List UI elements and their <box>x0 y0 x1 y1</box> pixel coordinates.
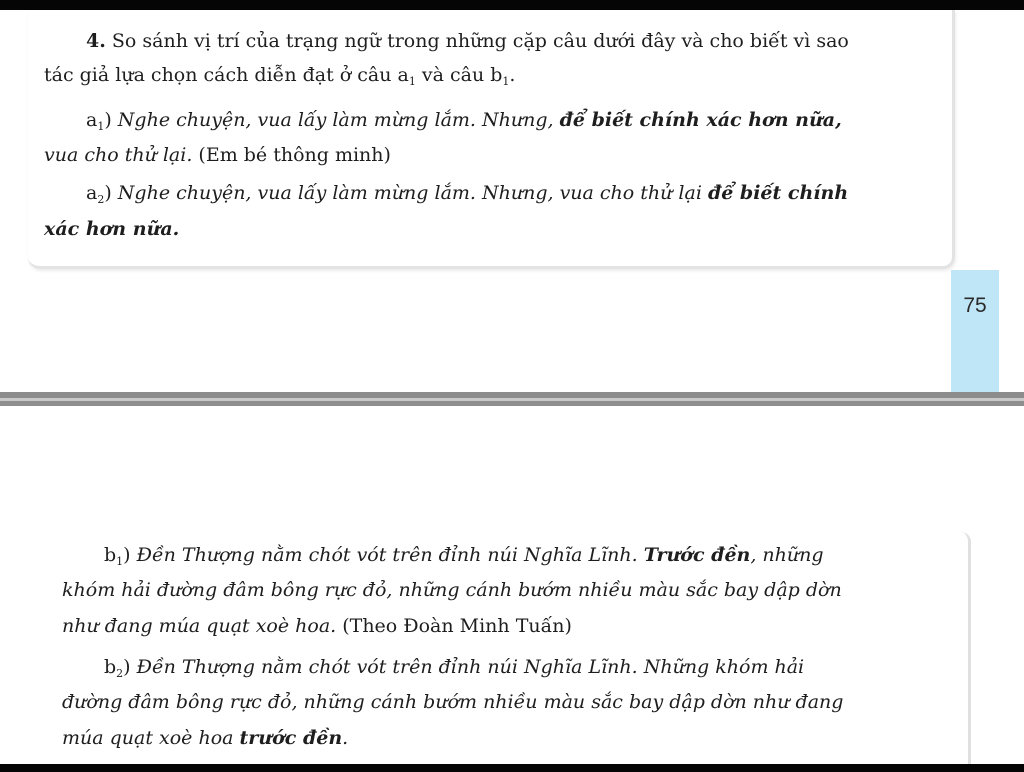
adverbial-bold: để biết chính xác hơn nữa, <box>559 109 842 131</box>
page-number: 75 <box>963 294 987 317</box>
sentence-a1-line2 <box>44 143 391 167</box>
textbook-page-top <box>0 10 1024 392</box>
sentence-text: Nghe chuyện, vua lấy làm mừng lắm. Nhưng, <box>111 109 560 131</box>
sentence-paren: ) <box>104 182 112 204</box>
sentence-b2-line2 <box>62 690 843 714</box>
sentence-subscript: 2 <box>97 193 105 206</box>
sentence-text: Nghe chuyện, vua lấy làm mừng lắm. Nhưng, vua cho thử lại <box>111 182 708 204</box>
adverbial-bold: xác hơn nữa. <box>44 218 180 240</box>
sentence-subscript: 1 <box>97 120 105 133</box>
adverbial-bold: trước đền <box>239 727 343 749</box>
sentence-text: vua cho thử lại. <box>44 144 193 166</box>
sentence-label: a <box>86 182 98 204</box>
sentence-a1-line1 <box>86 108 842 132</box>
sentence-text: như đang múa quạt xoè hoa. <box>62 615 337 637</box>
exercise-number: 4. <box>86 30 106 52</box>
sentence-paren: ) <box>123 544 131 566</box>
sentence-a2-line1 <box>86 181 848 205</box>
sentence-text: . <box>342 727 349 749</box>
sentence-a2-line2 <box>44 217 179 241</box>
prompt-subscript: 1 <box>408 75 416 88</box>
prompt-text: và câu b <box>415 64 503 86</box>
top-black-border <box>0 0 1024 10</box>
sentence-paren: ) <box>123 656 131 678</box>
bottom-black-border <box>0 764 1024 772</box>
adverbial-bold: để biết chính <box>707 182 849 204</box>
sentence-label: b <box>104 656 117 678</box>
sentence-b1-line2 <box>62 578 842 602</box>
sentence-text: đường đâm bông rực đỏ, những cánh bướm nhiều màu sắc bay dập dờn như đang <box>62 691 844 713</box>
sentence-b2-line1 <box>104 655 804 679</box>
source-citation: (Em bé thông minh) <box>192 144 391 166</box>
page-number-tab <box>951 270 999 392</box>
sentence-b2-line3 <box>62 726 348 750</box>
exercise-prompt-line1 <box>86 29 849 53</box>
sentence-label: a <box>86 109 98 131</box>
prompt-text: . <box>509 64 516 86</box>
prompt-subscript: 1 <box>502 75 510 88</box>
sentence-text: khóm hải đường đâm bông rực đỏ, những cánh bướm nhiều màu sắc bay dập dờn <box>62 579 842 601</box>
sentence-text: Đền Thượng nằm chót vót trên đỉnh núi Nghĩa Lĩnh. Những khóm hải <box>130 656 805 678</box>
source-citation: (Theo Đoàn Minh Tuấn) <box>336 615 572 637</box>
sentence-b1-line1 <box>104 543 824 567</box>
sentence-subscript: 1 <box>116 555 124 568</box>
sentence-text: Đền Thượng nằm chót vót trên đỉnh núi Nghĩa Lĩnh. <box>130 544 644 566</box>
sentence-text: , những <box>750 544 824 566</box>
sentence-text: múa quạt xoè hoa <box>62 727 240 749</box>
exercise-prompt-text: So sánh vị trí của trạng ngữ trong những cặp câu dưới đây và cho biết vì sao <box>111 30 849 52</box>
sentence-paren: ) <box>104 109 112 131</box>
adverbial-bold: Trước đền <box>643 544 751 566</box>
textbook-page-bottom <box>0 406 1024 764</box>
page-divider <box>0 392 1024 406</box>
prompt-text: tác giả lựa chọn cách diễn đạt ở câu a <box>44 64 409 86</box>
sentence-subscript: 2 <box>116 667 124 680</box>
sentence-b1-line3 <box>62 614 572 638</box>
sentence-label: b <box>104 544 117 566</box>
exercise-prompt-line2 <box>44 63 515 87</box>
